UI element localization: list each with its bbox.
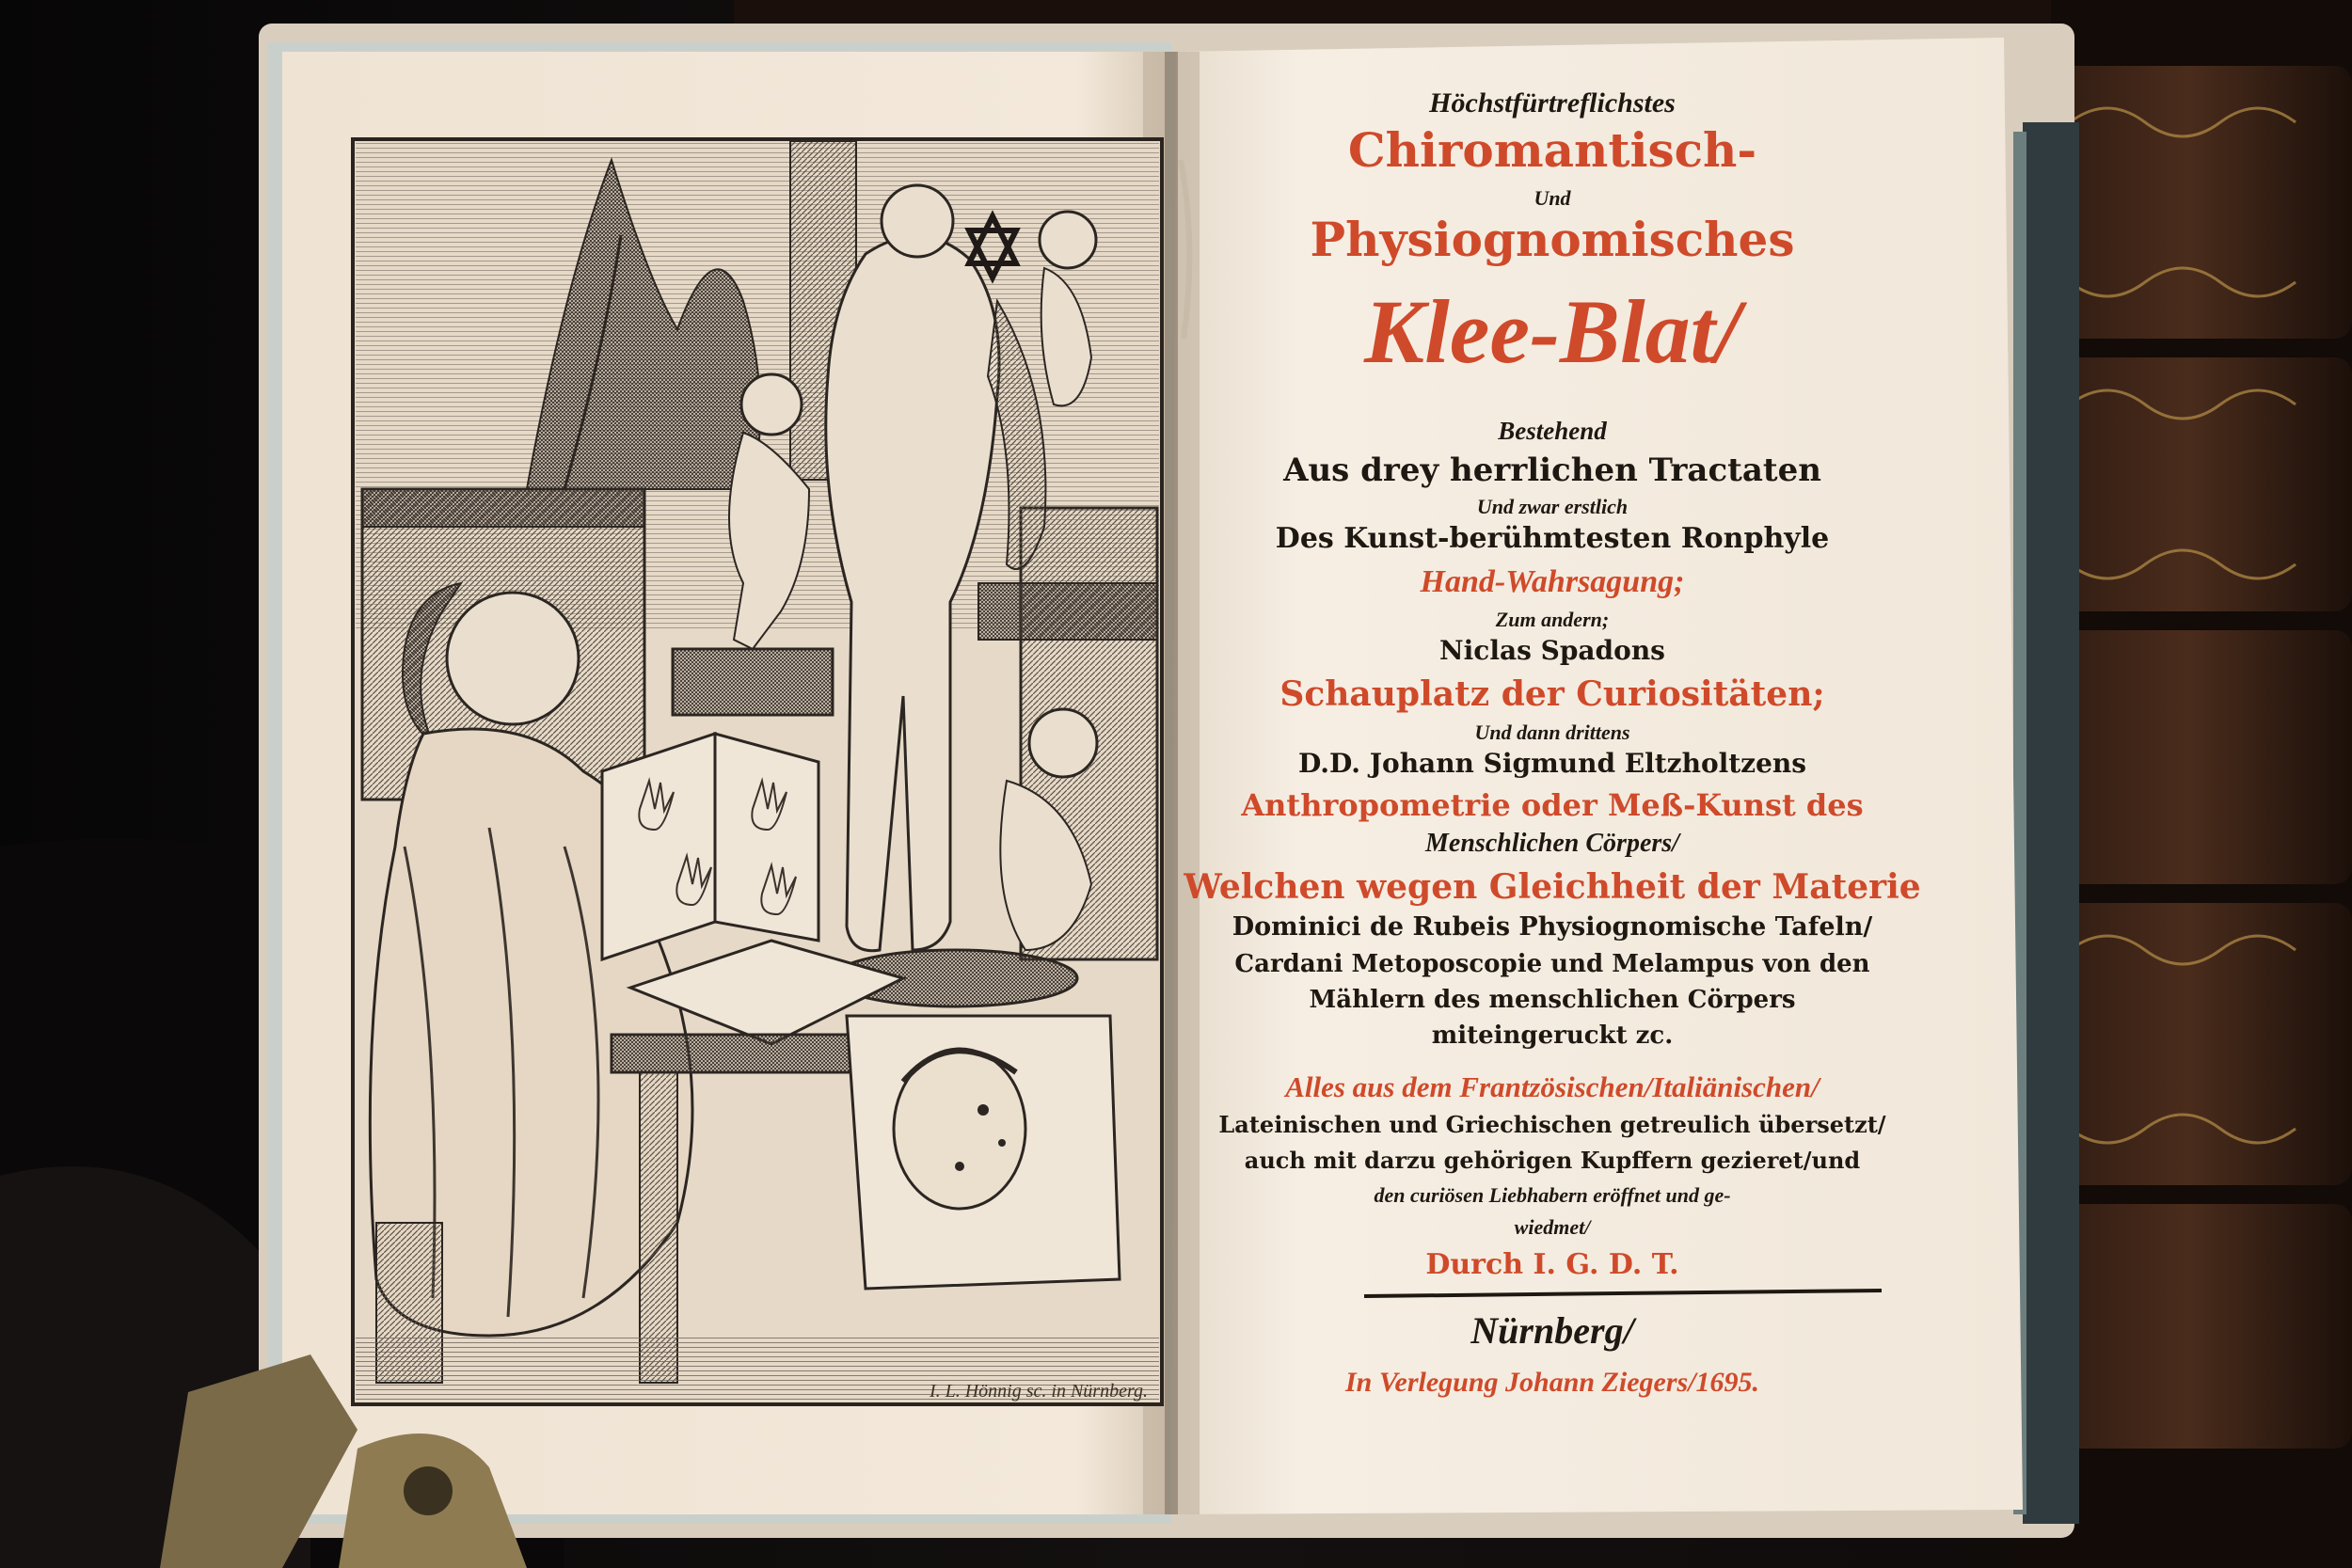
title-line-7: Aus drey herrlichen Tractaten [1283, 451, 1821, 489]
title-line-10: Hand-Wahrsagung; [1420, 564, 1685, 599]
title-line-28: Durch I. G. D. T. [1425, 1248, 1679, 1281]
title-line-29: Nürnberg/ [1470, 1309, 1634, 1352]
title-line-9: Des Kunst-berühmtesten Ronphyle [1275, 522, 1830, 555]
title-line-1: Höchstfürtreflichstes [1429, 87, 1676, 119]
title-line-13: Schauplatz der Curiositäten; [1279, 674, 1825, 714]
title-line-23: Alles aus dem Frantzösischen/Italiänischen/ [1285, 1070, 1820, 1103]
title-line-2: Chiromantisch- [1347, 122, 1757, 178]
title-line-24: Lateinischen und Griechischen getreulich übersetzt/ [1218, 1111, 1886, 1138]
title-line-17: Menschlichen Cörpers/ [1425, 829, 1679, 858]
title-line-12: Niclas Spadons [1439, 635, 1665, 666]
title-line-21: Mählern des menschlichen Cörpers [1309, 986, 1796, 1014]
title-line-15: D.D. Johann Sigmund Eltzholtzens [1297, 748, 1807, 779]
title-line-4: Physiognomisches [1310, 212, 1795, 267]
title-line-22: miteingeruckt zc. [1431, 1022, 1674, 1050]
title-line-14: Und dann drittens [1474, 721, 1630, 744]
title-page-text [1176, 75, 1929, 1467]
title-line-30: In Verlegung Johann Ziegers/1695. [1344, 1367, 1760, 1398]
title-line-27: wiedmet/ [1514, 1215, 1591, 1239]
engraver-caption: I. L. Hönnig sc. in Nürnberg. [929, 1381, 1148, 1402]
title-line-16: Anthropometrie oder Meß-Kunst des [1241, 787, 1864, 823]
title-line-11: Zum andern; [1495, 608, 1610, 631]
title-line-5: Klee-Blat/ [1364, 281, 1740, 382]
title-line-6: Bestehend [1498, 417, 1607, 445]
title-line-19: Dominici de Rubeis Physiognomische Tafeln/ [1232, 912, 1873, 942]
title-line-3: Und [1534, 186, 1571, 210]
title-line-26: den curiösen Liebhabern eröffnet und ge- [1374, 1183, 1731, 1207]
frontispiece-engraving [353, 139, 1162, 1404]
title-line-25: auch mit darzu gehörigen Kupffern gezieret/und [1244, 1147, 1861, 1174]
title-line-8: Und zwar erstlich [1476, 495, 1629, 518]
title-line-20: Cardani Metoposcopie und Melampus von den [1234, 950, 1870, 978]
title-line-18: Welchen wegen Gleichheit der Materie [1184, 867, 1921, 907]
